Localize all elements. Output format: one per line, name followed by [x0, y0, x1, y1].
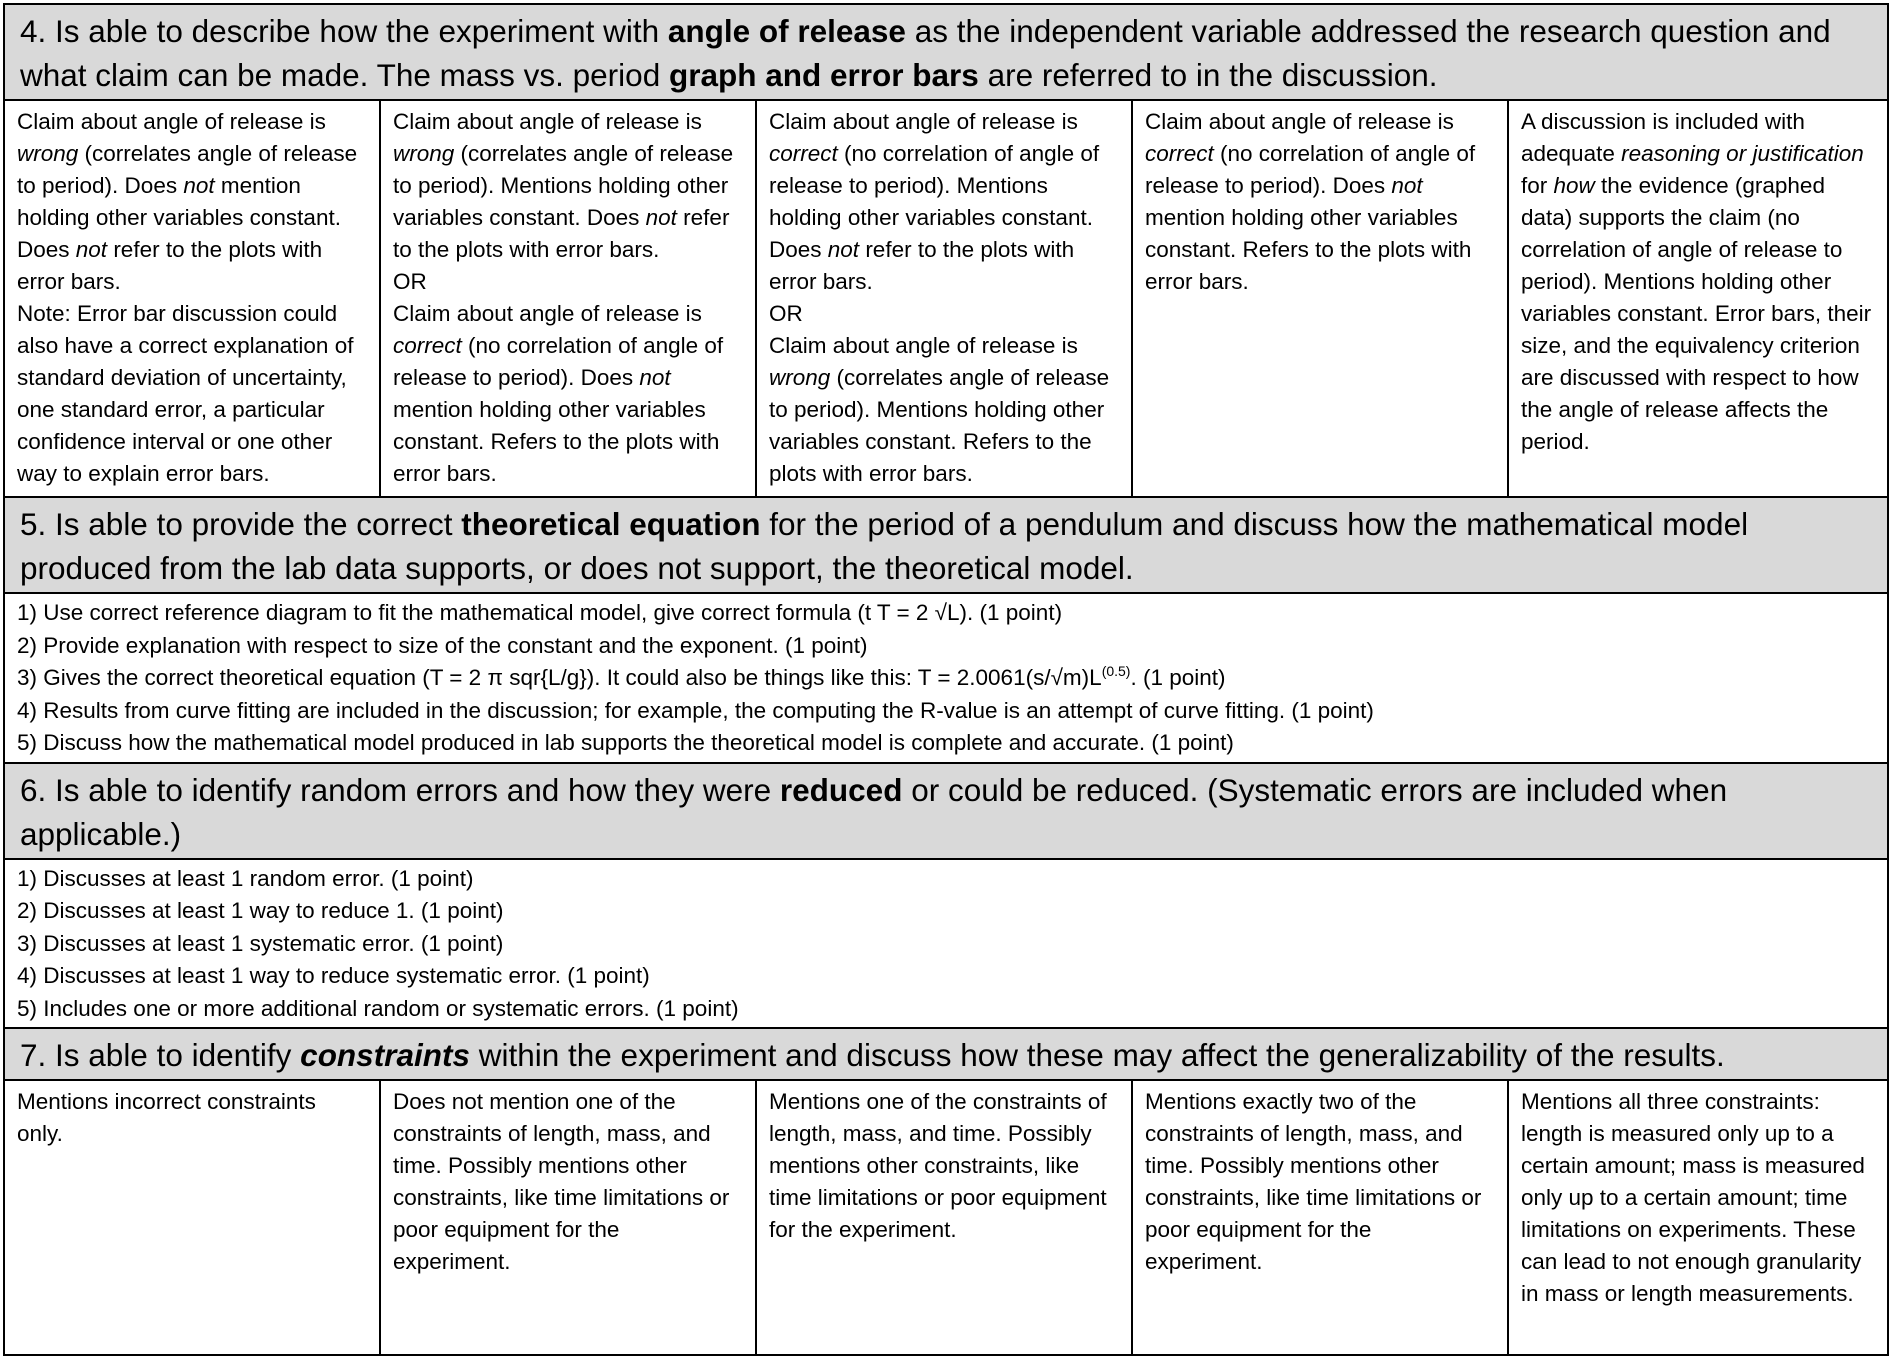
- section-4-level-3: [756, 100, 1132, 497]
- section-7-level-2: Does not mention one of the constraints of length, mass, and time. Possibly mentions other constraints, like time limitations or poor equipment for the experiment.: [380, 1080, 756, 1355]
- criteria-item: 3) Discusses at least 1 systematic error. (1 point): [17, 930, 504, 956]
- level-text: Claim about angle of release is: [393, 301, 702, 326]
- header-bold-text: theoretical equation: [461, 506, 761, 542]
- level-italic-text: not: [827, 237, 860, 262]
- level-italic-text: reasoning or justification: [1621, 141, 1864, 166]
- section-5-items-row: [4, 593, 1888, 763]
- level-italic-text: not: [1391, 173, 1423, 198]
- header-bold-text: angle of release: [667, 13, 906, 49]
- section-7-level-3: Mentions one of the constraints of length, mass, and time. Possibly mentions other constraints, like time limitations or poor equipment for the experiment.: [756, 1080, 1132, 1355]
- level-italic-text: not: [639, 365, 671, 390]
- level-italic-text: correct: [1145, 141, 1214, 166]
- header-text: 4. Is able to describe how the experiment with: [20, 13, 668, 49]
- criteria-item: 5) Discuss how the mathematical model produced in lab supports the theoretical model is complete and accurate. (1 point): [17, 730, 1234, 755]
- level-text: mention holding other variables constant. Does: [17, 173, 341, 262]
- level-italic-text: wrong: [393, 141, 455, 166]
- header-text: as the independent variable addressed the research question and what claim can be made. The mass vs. period: [20, 13, 1831, 93]
- level-text: Claim about angle of release is: [769, 333, 1078, 358]
- header-bold-text: reduced: [779, 771, 903, 808]
- section-5-items: [4, 593, 1888, 763]
- header-text: for the period of a pendulum and discuss how the mathematical model produced from the lab data supports, or does not support, the theoretical model.: [20, 506, 1749, 586]
- level-text: the evidence (graphed data) supports the claim (no correlation of angle of release to period). Mentions holding other variables constant. Error bars, their size, and the equivalency criterion are discussed with respect to how the angle of release affects the period.: [1521, 173, 1872, 454]
- section-7-level-4: Mentions exactly two of the constraints of length, mass, and time. Possibly mentions other constraints, like time limitations or poor equipment for the experiment.: [1132, 1080, 1508, 1355]
- level-text: mention holding other variables constant. Refers to the plots with error bars.: [1145, 205, 1472, 294]
- level-italic-text: correct: [769, 141, 838, 166]
- header-bold-text: graph and error bars: [668, 57, 979, 93]
- section-4-level-4: [1132, 100, 1508, 497]
- level-text: (correlates angle of release to period). Does: [17, 141, 358, 198]
- level-text: (no correlation of angle of release to period). Mentions holding other variables constant. Does: [769, 141, 1100, 262]
- criteria-item: 1) Use correct reference diagram to fit the mathematical model, give correct formula (t T = 2 √L). (1 point): [17, 600, 1063, 625]
- criteria-item: 4) Results from curve fitting are included in the discussion; for example, the computing the R-value is an attempt of curve fitting. (1 point): [17, 697, 1374, 723]
- section-6-items: [4, 859, 1888, 1029]
- section-6-header-row: [4, 763, 1888, 859]
- section-5-header-row: [4, 497, 1888, 593]
- exponent: (0.5): [1101, 662, 1131, 679]
- level-italic-text: not: [183, 173, 215, 198]
- criteria-item: 4) Discusses at least 1 way to reduce systematic error. (1 point): [17, 963, 650, 988]
- level-italic-text: how: [1553, 173, 1595, 198]
- header-text: 7. Is able to identify: [20, 1037, 301, 1073]
- section-6-header: [4, 763, 1888, 859]
- level-text: (correlates angle of release to period). Mentions holding other variables constant. Does: [393, 141, 734, 230]
- level-text: (no correlation of angle of release to period). Does: [1145, 141, 1476, 198]
- section-6-items-row: [4, 859, 1888, 1029]
- level-italic-text: wrong: [17, 141, 79, 166]
- section-4-header-row: [4, 4, 1888, 100]
- level-note: Note: Error bar discussion could also have a correct explanation of standard deviation of uncertainty, one standard error, a particular confidence interval or one other way to explain error bars.: [17, 301, 354, 486]
- level-text: Claim about angle of release is: [1145, 109, 1454, 134]
- level-text: refer to the plots with error bars.: [393, 205, 730, 262]
- header-text: or could be reduced. (Systematic errors are included when applicable.): [20, 771, 1728, 852]
- section-4-level-2: [380, 100, 756, 497]
- level-text: refer to the plots with error bars.: [769, 237, 1075, 294]
- section-4-header: [4, 4, 1888, 100]
- level-italic-text: correct: [393, 333, 462, 358]
- level-italic-text: not: [75, 237, 108, 262]
- criteria-text: . (1 point): [1130, 665, 1226, 690]
- section-4-levels-row: [4, 100, 1888, 497]
- criteria-item: 2) Discusses at least 1 way to reduce 1. (1 point): [17, 898, 504, 923]
- section-4-level-1: [4, 100, 380, 497]
- level-text: Claim about angle of release is: [769, 109, 1078, 134]
- header-text: are referred to in the discussion.: [978, 57, 1438, 93]
- level-text: refer to the plots with error bars.: [17, 237, 323, 294]
- level-italic-text: not: [645, 205, 677, 230]
- header-text: within the experiment and discuss how these may affect the generalizability of the results.: [469, 1037, 1725, 1073]
- level-text: Claim about angle of release is: [393, 109, 702, 134]
- level-text: Claim about angle of release is: [17, 109, 326, 134]
- criteria-text: 3) Gives the correct theoretical equation (T = 2 π sqr{L/g}). It could also be things like this: T = 2.0061(s/√m)L: [17, 665, 1102, 690]
- level-text: mention holding other variables constant. Refers to the plots with error bars.: [393, 397, 720, 486]
- section-7-level-1: Mentions incorrect constraints only.: [4, 1080, 380, 1355]
- header-text: 6. Is able to identify random errors and how they were: [20, 771, 780, 808]
- criteria-item: [17, 662, 1875, 695]
- level-text: A discussion is included with adequate: [1521, 109, 1805, 166]
- section-7-header-row: [4, 1028, 1888, 1080]
- level-text: (correlates angle of release to period). Mentions holding other variables constant. Refers to the plots with error bars.: [769, 365, 1110, 486]
- level-italic-text: wrong: [769, 365, 831, 390]
- or-separator: OR: [769, 301, 803, 326]
- level-text: for: [1521, 173, 1554, 198]
- section-7-level-5: Mentions all three constraints: length is measured only up to a certain amount; mass is measured only up to a certain amount; time limitations on experiments. These can lead to not enough granularity in mass or length measurements.: [1508, 1080, 1888, 1355]
- criteria-item: 1) Discusses at least 1 random error. (1 point): [17, 865, 474, 891]
- header-text: 5. Is able to provide the correct: [20, 506, 462, 542]
- section-7-levels-row: [4, 1080, 1888, 1355]
- criteria-item: 2) Provide explanation with respect to size of the constant and the exponent. (1 point): [17, 632, 868, 658]
- header-bold-italic-text: constraints: [300, 1037, 470, 1073]
- or-separator: OR: [393, 269, 427, 294]
- level-text: (no correlation of angle of release to period). Does: [393, 333, 724, 390]
- section-5-header: [4, 497, 1888, 593]
- rubric-table: [3, 3, 1889, 1356]
- section-7-header: [4, 1028, 1888, 1080]
- criteria-item: 5) Includes one or more additional random or systematic errors. (1 point): [17, 995, 739, 1021]
- section-4-level-5: [1508, 100, 1888, 497]
